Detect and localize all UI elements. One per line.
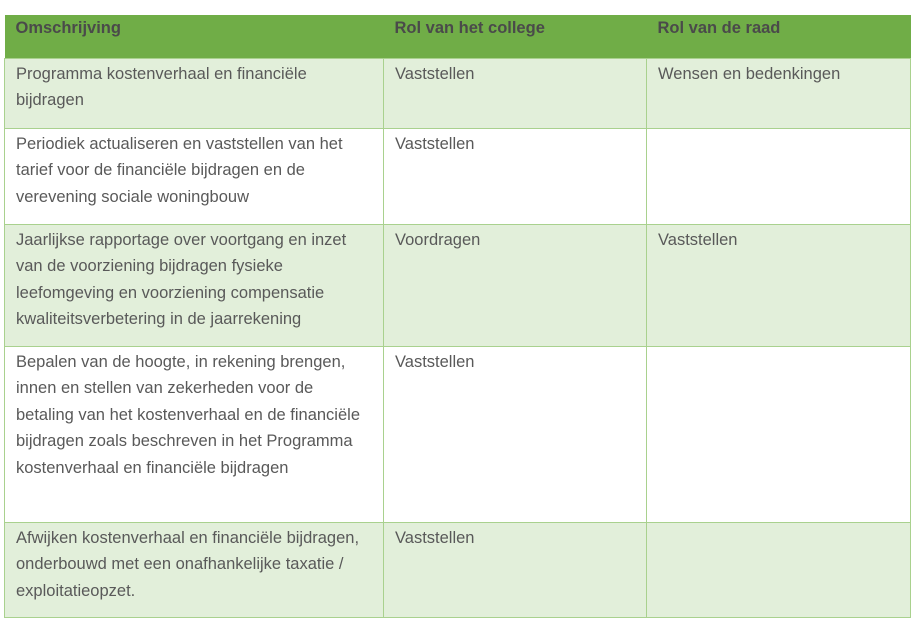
cell-college: Vaststellen xyxy=(384,522,647,617)
cell-raad: Vaststellen xyxy=(647,224,911,346)
cell-college: Vaststellen xyxy=(384,58,647,128)
header-row xyxy=(5,15,911,58)
cell-omschrijving: Jaarlijkse rapportage over voortgang en inzet van de voorziening bijdragen fysieke leefomgeving en voorziening compensatie kwaliteitsverbetering in de jaarrekening xyxy=(5,224,384,346)
table-row xyxy=(5,224,911,346)
roles-table xyxy=(4,15,911,618)
table-row xyxy=(5,58,911,128)
table-row xyxy=(5,346,911,522)
table-row xyxy=(5,128,911,224)
cell-college: Vaststellen xyxy=(384,128,647,224)
cell-college: Vaststellen xyxy=(384,346,647,522)
header-rol-college: Rol van het college xyxy=(384,15,647,58)
header-omschrijving: Omschrijving xyxy=(5,15,384,58)
cell-omschrijving: Periodiek actualiseren en vaststellen van het tarief voor de financiële bijdragen en de verevening sociale woningbouw xyxy=(5,128,384,224)
header-rol-raad: Rol van de raad xyxy=(647,15,911,58)
cell-raad xyxy=(647,128,911,224)
cell-omschrijving: Bepalen van de hoogte, in rekening brengen, innen en stellen van zekerheden voor de betaling van het kostenverhaal en de financiële bijdragen zoals beschreven in het Programma kostenverhaal en financiële bijdragen xyxy=(5,346,384,522)
cell-raad xyxy=(647,522,911,617)
table-header xyxy=(5,15,911,58)
cell-raad: Wensen en bedenkingen xyxy=(647,58,911,128)
table-body xyxy=(5,58,911,617)
cell-omschrijving: Afwijken kostenverhaal en financiële bijdragen, onderbouwd met een onafhankelijke taxatie / exploitatieopzet. xyxy=(5,522,384,617)
table-row xyxy=(5,522,911,617)
cell-omschrijving: Programma kostenverhaal en financiële bijdragen xyxy=(5,58,384,128)
cell-college: Voordragen xyxy=(384,224,647,346)
cell-raad xyxy=(647,346,911,522)
